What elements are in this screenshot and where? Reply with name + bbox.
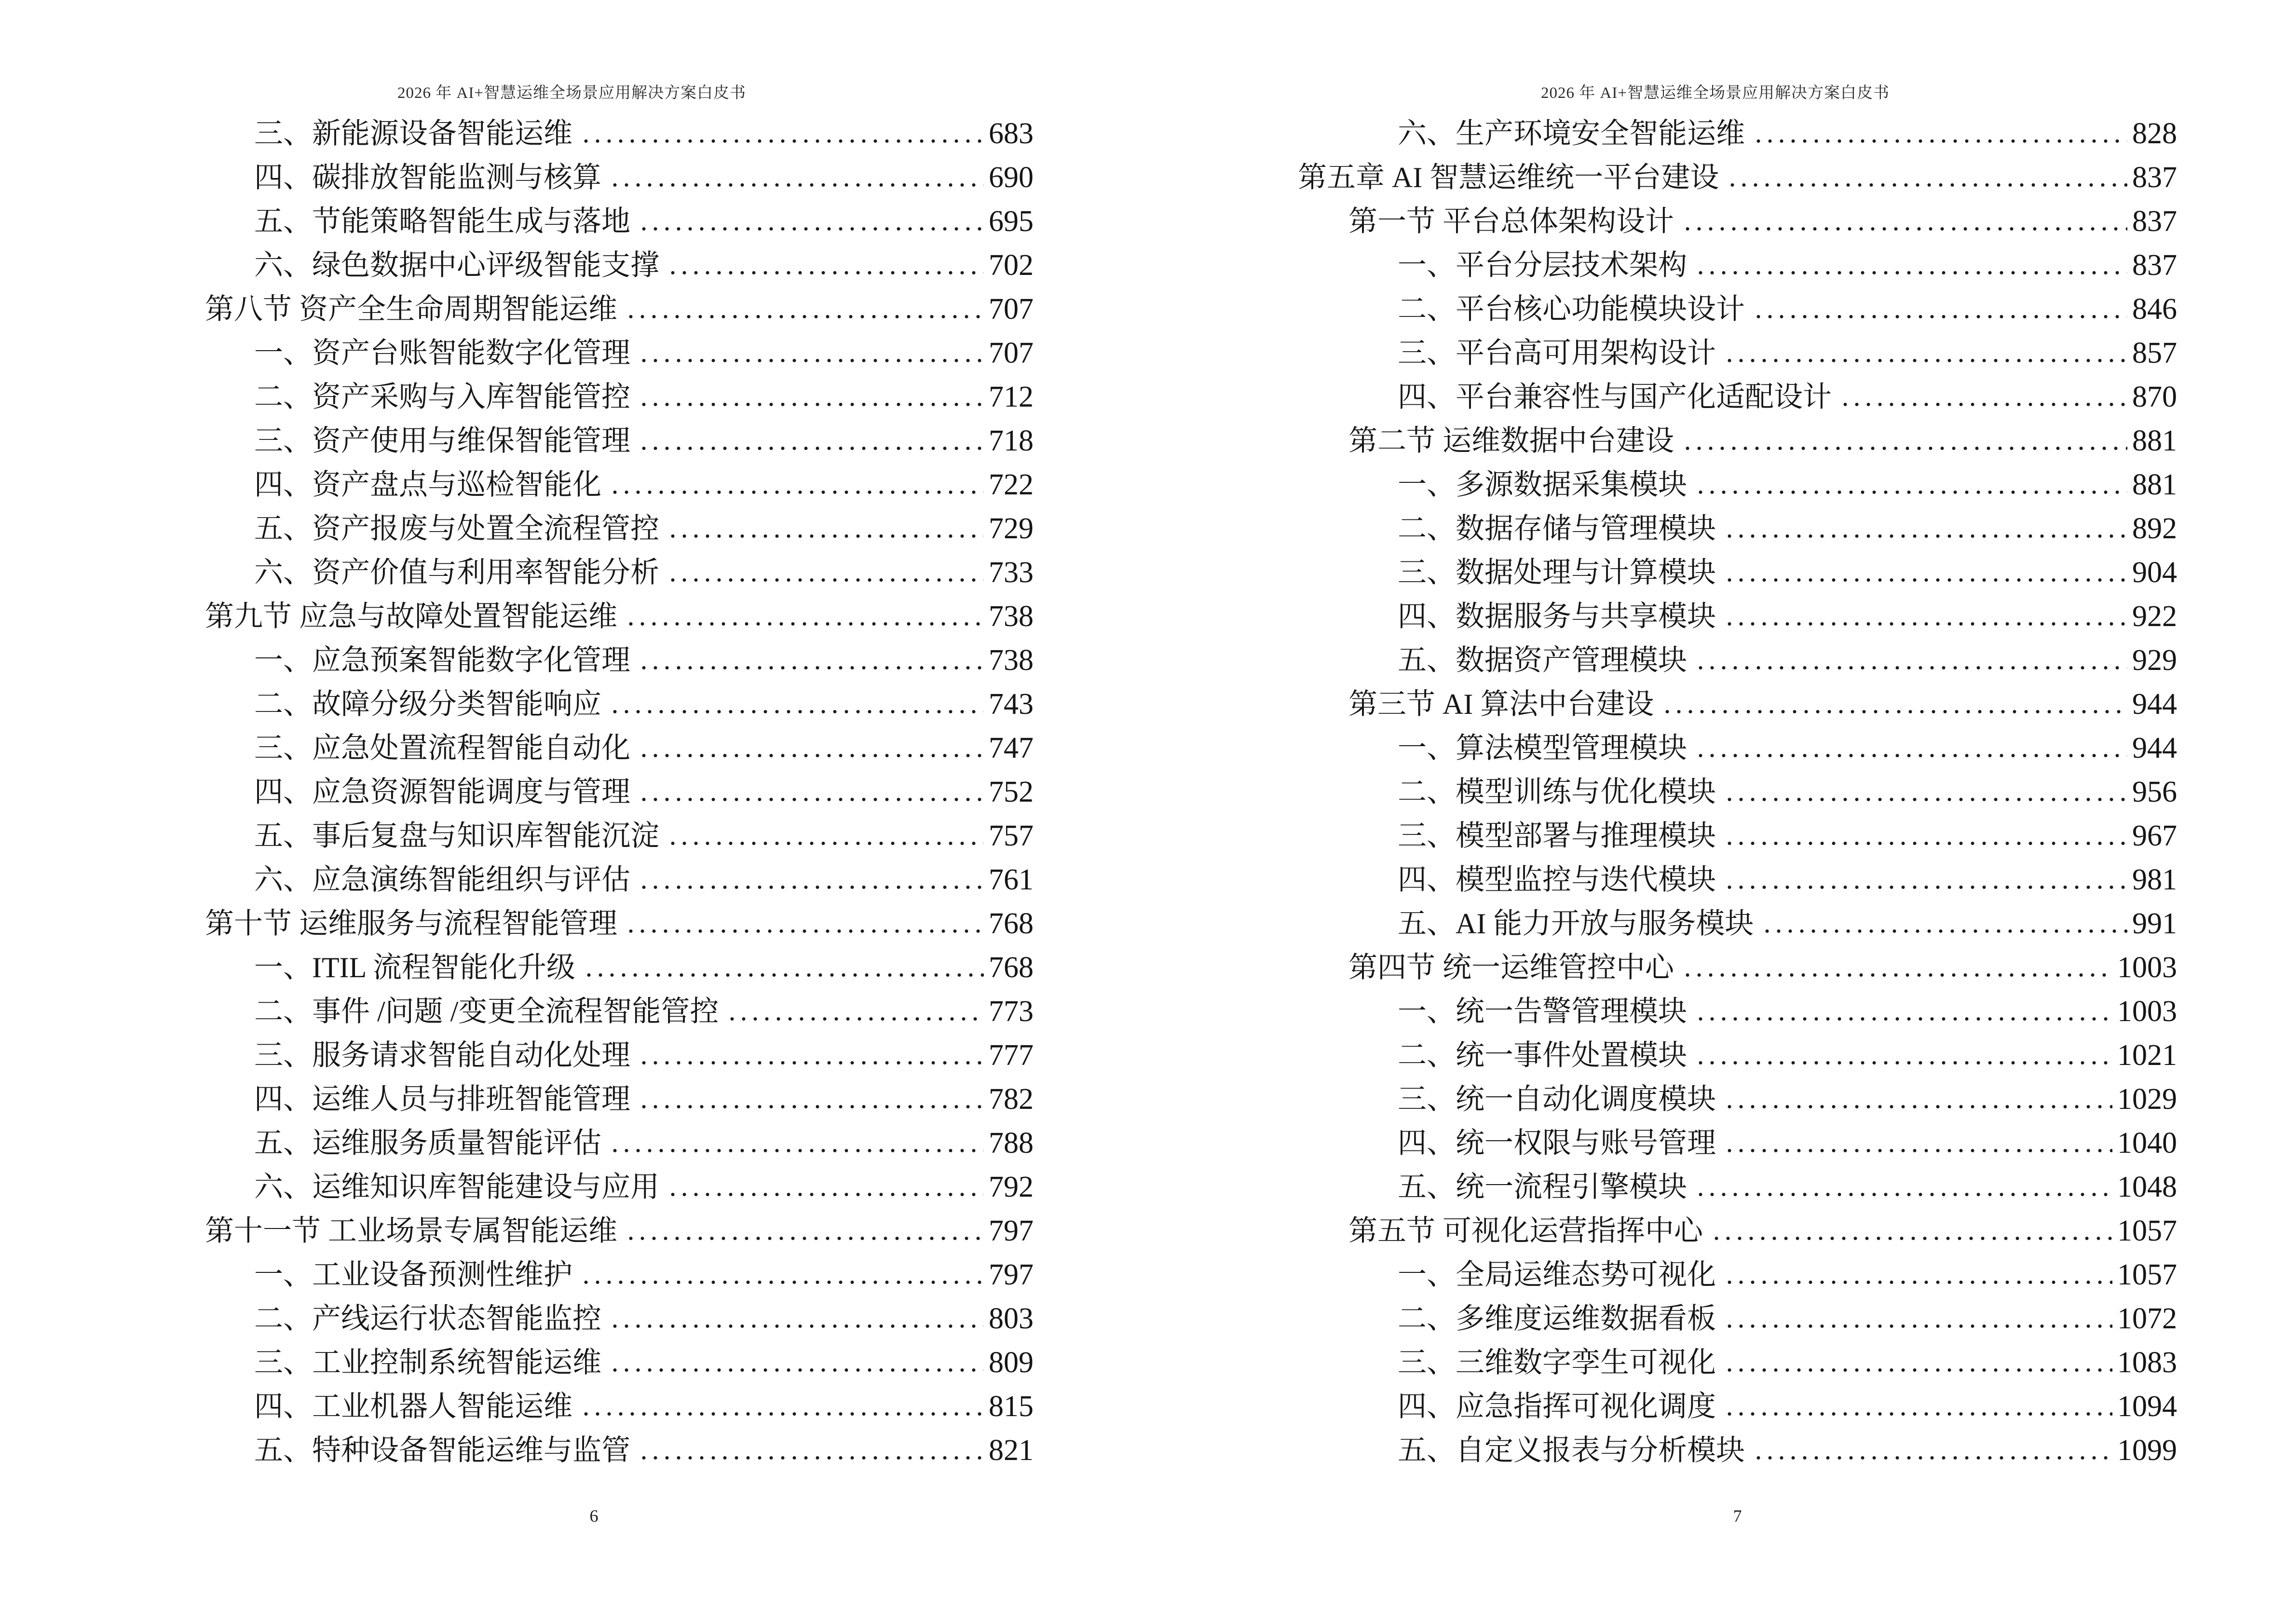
dot-leader [1724,797,2127,802]
dot-leader [609,1324,984,1328]
toc-entry-title: 第八节 资产全生命周期智能运维 [205,293,617,325]
toc-entry-page: 944 [2132,732,2177,764]
toc-entry [0,1078,1034,1121]
toc-entry [1144,1297,2177,1341]
page-7 [1144,0,2287,1624]
toc-entry [0,990,1034,1034]
dot-leader [638,1061,984,1065]
toc-entry-title: 五、数据资产管理模块 [1398,644,1687,676]
toc-entry-page: 683 [989,117,1034,150]
dot-leader [1695,753,2127,758]
toc-entry-page: 738 [989,600,1034,633]
dot-leader [1724,1368,2112,1372]
dot-leader [1724,358,2127,363]
toc-entry-title: 一、统一告警管理模块 [1398,996,1687,1027]
toc-entry-page: 729 [989,512,1034,545]
toc-entry [1144,1429,2177,1473]
toc-entry-title: 三、平台高可用架构设计 [1398,337,1716,369]
toc-list [1144,112,2177,1473]
toc-entry-page: 922 [2132,600,2177,633]
toc-entry-page: 733 [989,556,1034,589]
toc-entry [1144,639,2177,682]
toc-entry-page: 752 [989,776,1034,808]
toc-entry-page: 1048 [2117,1171,2177,1203]
toc-entry [0,156,1034,200]
toc-entry-title: 二、事件 /问题 /变更全流程智能管控 [254,996,719,1027]
toc-entry [1144,1034,2177,1078]
toc-entry-title: 二、故障分级分类智能响应 [254,688,601,720]
dot-leader [1839,402,2127,407]
toc-entry-title: 五、特种设备智能运维与监管 [254,1434,630,1466]
dot-leader [638,1105,984,1109]
toc-entry-title: 三、工业控制系统智能运维 [254,1347,601,1378]
toc-entry-page: 837 [2132,205,2177,238]
toc-entry [0,112,1034,156]
toc-entry [1144,858,2177,902]
toc-entry-title: 第二节 运维数据中台建设 [1348,425,1674,457]
dot-leader [638,797,984,802]
dot-leader [580,139,984,143]
dot-leader [638,1456,984,1460]
toc-entry [0,1341,1034,1385]
toc-entry-title: 四、资产盘点与巡检智能化 [254,469,601,501]
dot-leader [609,1148,984,1153]
toc-entry-page: 991 [2132,907,2177,940]
toc-entry-page: 815 [989,1390,1034,1423]
toc-entry [0,595,1034,639]
toc-entry-title: 第五章 AI 智慧运维统一平台建设 [1298,162,1719,193]
toc-entry [0,814,1034,858]
dot-leader [580,1412,984,1416]
toc-entry [1144,156,2177,200]
toc-entry-title: 第四节 统一运维管控中心 [1348,952,1674,983]
dot-leader [1695,271,2127,275]
toc-entry-page: 747 [989,732,1034,764]
dot-leader [583,973,984,977]
toc-entry-title: 二、模型训练与优化模块 [1398,776,1716,808]
toc-entry-page: 803 [989,1302,1034,1335]
toc-entry-page: 1021 [2117,1039,2177,1072]
toc-entry-page: 788 [989,1127,1034,1160]
toc-entry [1144,200,2177,244]
toc-entry-title: 一、ITIL 流程智能化升级 [254,952,576,983]
toc-entry-title: 三、数据处理与计算模块 [1398,557,1716,588]
dot-leader [1682,446,2127,450]
toc-entry-page: 1040 [2117,1127,2177,1160]
toc-entry-title: 五、AI 能力开放与服务模块 [1398,908,1754,940]
toc-entry [0,1297,1034,1341]
toc-entry [0,375,1034,419]
toc-entry-title: 二、多维度运维数据看板 [1398,1303,1716,1335]
dot-leader [1724,1324,2112,1328]
toc-entry [0,946,1034,990]
toc-entry [0,770,1034,814]
toc-entry [1144,682,2177,726]
toc-entry-title: 第三节 AI 算法中台建设 [1348,688,1654,720]
dot-leader [1695,666,2127,670]
toc-entry [1144,595,2177,639]
toc-entry-title: 二、资产采购与入库智能管控 [254,381,630,413]
toc-entry-page: 718 [989,424,1034,457]
toc-entry-title: 三、服务请求智能自动化处理 [254,1039,630,1071]
toc-entry [1144,419,2177,463]
toc-entry-page: 967 [2132,819,2177,852]
toc-entry [0,551,1034,595]
toc-entry [0,463,1034,507]
dot-leader [667,271,984,275]
toc-entry-page: 1003 [2117,995,2177,1028]
toc-entry [0,507,1034,551]
toc-entry [0,1121,1034,1165]
toc-entry [1144,1165,2177,1209]
dot-leader [638,402,984,407]
dot-leader [1695,1017,2112,1021]
dot-leader [625,929,984,933]
toc-entry-page: 944 [2132,688,2177,721]
toc-entry [0,1429,1034,1473]
dot-leader [625,622,984,626]
toc-entry-title: 一、平台分层技术架构 [1398,249,1687,281]
dot-leader [1724,1280,2112,1284]
running-header: 2026 年 AI+智慧运维全场景应用解决方案白皮书 [397,84,746,102]
toc-entry-page: 881 [2132,424,2177,457]
toc-entry [0,858,1034,902]
dot-leader [1724,622,2127,626]
toc-entry [0,1209,1034,1253]
dot-leader [667,1192,984,1197]
toc-entry-page: 738 [989,644,1034,677]
toc-entry-title: 三、模型部署与推理模块 [1398,820,1716,852]
toc-entry-title: 四、碳排放智能监测与核算 [254,162,601,193]
toc-entry [0,726,1034,770]
toc-entry-title: 二、产线运行状态智能监控 [254,1303,601,1335]
dot-leader [1724,841,2127,846]
toc-entry-title: 四、统一权限与账号管理 [1398,1127,1716,1159]
dot-leader [1682,973,2112,977]
toc-entry [1144,770,2177,814]
toc-entry-page: 846 [2132,293,2177,326]
toc-entry-title: 六、生产环境安全智能运维 [1398,118,1745,150]
toc-entry-page: 1029 [2117,1083,2177,1116]
toc-entry-page: 707 [989,337,1034,369]
dot-leader [1724,1105,2112,1109]
dot-leader [667,578,984,582]
toc-entry-title: 一、工业设备预测性维护 [254,1259,572,1291]
dot-leader [726,1017,984,1021]
toc-entry-title: 五、自定义报表与分析模块 [1398,1434,1745,1466]
toc-entry-page: 1072 [2117,1302,2177,1335]
toc-entry [1144,507,2177,551]
dot-leader [1724,1148,2112,1153]
toc-entry-page: 777 [989,1039,1034,1072]
toc-entry [0,331,1034,375]
toc-entry [0,1253,1034,1297]
toc-entry-title: 六、资产价值与利用率智能分析 [254,557,659,588]
dot-leader [625,314,984,319]
toc-entry-page: 707 [989,293,1034,326]
dot-leader [580,1280,984,1284]
dot-leader [638,358,984,363]
dot-leader [638,753,984,758]
dot-leader [1695,1061,2112,1065]
toc-entry-page: 1057 [2117,1215,2177,1247]
toc-entry [0,419,1034,463]
toc-entry-page: 904 [2132,556,2177,589]
dot-leader [609,710,984,714]
dot-leader [1695,1192,2112,1197]
toc-entry [1144,287,2177,331]
toc-entry-page: 712 [989,381,1034,413]
toc-entry-title: 一、算法模型管理模块 [1398,732,1687,764]
toc-entry-title: 一、应急预案智能数字化管理 [254,644,630,676]
toc-entry [0,200,1034,244]
toc-entry-title: 三、资产使用与维保智能管理 [254,425,630,457]
toc-entry [0,902,1034,946]
dot-leader [1761,929,2127,933]
dot-leader [638,885,984,889]
dot-leader [609,183,984,187]
toc-entry [0,1165,1034,1209]
toc-list [0,112,1034,1473]
toc-entry [1144,902,2177,946]
toc-entry-title: 一、多源数据采集模块 [1398,469,1687,501]
toc-entry-title: 六、绿色数据中心评级智能支撑 [254,249,659,281]
dot-leader [609,490,984,494]
toc-entry-title: 五、统一流程引擎模块 [1398,1171,1687,1203]
toc-entry-title: 六、运维知识库智能建设与应用 [254,1171,659,1203]
toc-entry [0,1385,1034,1429]
toc-entry-page: 837 [2132,161,2177,194]
dot-leader [625,1236,984,1241]
toc-entry-title: 四、应急指挥可视化调度 [1398,1391,1716,1422]
dot-leader [638,227,984,231]
toc-entry-page: 881 [2132,468,2177,501]
toc-entry-page: 761 [989,863,1034,896]
toc-entry-page: 797 [989,1258,1034,1291]
toc-entry-title: 第一节 平台总体架构设计 [1348,205,1674,237]
toc-entry [1144,1078,2177,1121]
dot-leader [1724,578,2127,582]
dot-leader [1661,710,2127,714]
dot-leader [1724,534,2127,538]
dot-leader [1753,314,2127,319]
toc-entry-title: 六、应急演练智能组织与评估 [254,864,630,896]
toc-entry-page: 768 [989,951,1034,984]
toc-entry-title: 三、统一自动化调度模块 [1398,1083,1716,1115]
toc-entry-page: 773 [989,995,1034,1028]
dot-leader [638,446,984,450]
toc-entry [1144,551,2177,595]
toc-entry-title: 二、统一事件处置模块 [1398,1039,1687,1071]
toc-entry-title: 三、三维数字孪生可视化 [1398,1347,1716,1378]
toc-entry-title: 第十节 运维服务与流程智能管理 [205,908,617,940]
toc-entry-title: 第九节 应急与故障处置智能运维 [205,600,617,632]
toc-entry-title: 一、全局运维态势可视化 [1398,1259,1716,1291]
toc-entry [1144,112,2177,156]
toc-entry-page: 1094 [2117,1390,2177,1423]
toc-entry [1144,463,2177,507]
toc-entry [0,287,1034,331]
toc-entry-title: 五、资产报废与处置全流程管控 [254,513,659,545]
toc-entry-page: 857 [2132,337,2177,369]
toc-entry-page: 809 [989,1346,1034,1379]
toc-entry-page: 792 [989,1171,1034,1203]
toc-entry-title: 四、运维人员与排班智能管理 [254,1083,630,1115]
toc-entry-title: 二、数据存储与管理模块 [1398,513,1716,545]
toc-entry-page: 782 [989,1083,1034,1116]
toc-entry-title: 五、事后复盘与知识库智能沉淀 [254,820,659,852]
toc-entry-page: 981 [2132,863,2177,896]
toc-entry-page: 1083 [2117,1346,2177,1379]
toc-entry-title: 四、数据服务与共享模块 [1398,600,1716,632]
toc-entry-title: 第十一节 工业场景专属智能运维 [205,1215,617,1247]
toc-entry-title: 五、运维服务质量智能评估 [254,1127,601,1159]
dot-leader [667,841,984,846]
page-number: 6 [589,1506,599,1526]
toc-entry-page: 757 [989,819,1034,852]
toc-entry-page: 743 [989,688,1034,721]
toc-entry-page: 837 [2132,249,2177,282]
toc-entry-page: 1003 [2117,951,2177,984]
dot-leader [1753,1456,2112,1460]
dot-leader [1724,1412,2112,1416]
page-number: 7 [1733,1506,1742,1526]
toc-entry [1144,946,2177,990]
toc-entry [1144,1385,2177,1429]
toc-entry-title: 四、平台兼容性与国产化适配设计 [1398,381,1832,413]
toc-entry-page: 768 [989,907,1034,940]
toc-entry-page: 828 [2132,117,2177,150]
toc-entry-title: 二、平台核心功能模块设计 [1398,293,1745,325]
toc-entry-page: 695 [989,205,1034,238]
toc-entry-title: 三、应急处置流程智能自动化 [254,732,630,764]
toc-entry-title: 一、资产台账智能数字化管理 [254,337,630,369]
dot-leader [609,1368,984,1372]
dot-leader [1711,1236,2112,1241]
toc-entry [1144,1121,2177,1165]
running-header: 2026 年 AI+智慧运维全场景应用解决方案白皮书 [1541,84,1890,102]
dot-leader [1724,885,2127,889]
toc-entry [1144,726,2177,770]
toc-entry [0,682,1034,726]
toc-entry-page: 722 [989,468,1034,501]
toc-entry-page: 1099 [2117,1434,2177,1467]
toc-entry-page: 892 [2132,512,2177,545]
toc-entry-title: 第五节 可视化运营指挥中心 [1348,1215,1703,1247]
toc-entry [1144,1209,2177,1253]
toc-entry-title: 四、模型监控与迭代模块 [1398,864,1716,896]
dot-leader [1727,183,2127,187]
dot-leader [1682,227,2127,231]
toc-entry-page: 1057 [2117,1258,2177,1291]
toc-entry [1144,331,2177,375]
toc-entry-title: 四、应急资源智能调度与管理 [254,776,630,808]
toc-entry [0,639,1034,682]
toc-entry-title: 五、节能策略智能生成与落地 [254,205,630,237]
dot-leader [638,666,984,670]
toc-entry-page: 690 [989,161,1034,194]
toc-entry [0,244,1034,287]
dot-leader [667,534,984,538]
toc-entry-title: 三、新能源设备智能运维 [254,118,572,150]
toc-entry-title: 四、工业机器人智能运维 [254,1391,572,1422]
dot-leader [1753,139,2127,143]
toc-entry [1144,814,2177,858]
toc-entry [1144,1253,2177,1297]
toc-entry-page: 956 [2132,776,2177,808]
toc-entry-page: 870 [2132,381,2177,413]
toc-entry-page: 702 [989,249,1034,282]
toc-entry-page: 821 [989,1434,1034,1467]
toc-entry [0,1034,1034,1078]
dot-leader [1695,490,2127,494]
toc-entry [1144,990,2177,1034]
toc-entry [1144,375,2177,419]
toc-entry [1144,1341,2177,1385]
toc-entry-page: 929 [2132,644,2177,677]
toc-entry-page: 797 [989,1215,1034,1247]
toc-entry [1144,244,2177,287]
